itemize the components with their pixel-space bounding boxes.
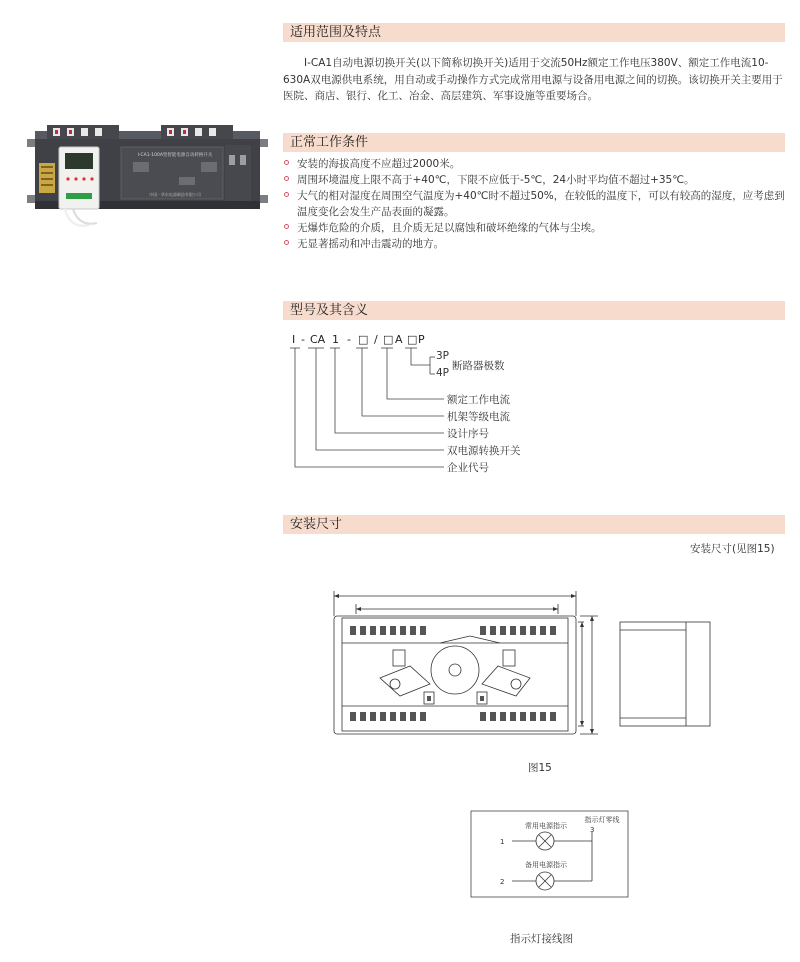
code-part: CA xyxy=(310,333,326,346)
condition-text: 安装的海拔高度不应超过2000米。 xyxy=(297,158,461,170)
code-part: □ xyxy=(383,333,394,346)
code-part: □ xyxy=(358,333,369,346)
section-title-model: 型号及其含义 xyxy=(283,301,785,320)
product-panel-text: I-CA1-100A型智能电源自动转换开关 xyxy=(137,153,213,158)
features-paragraph: I-CA1自动电源切换开关(以下简称切换开关)适用于交流50Hz额定工作电压380V、额定工作电流10-630A双电源供电系统，用自动或手动操作方式完成常用电源与设备用电源之间的切换。该切换开关主要用于医院、商店、银行、化工、冶金、高层建筑、军事设施等重要场合。 xyxy=(283,57,783,102)
condition-text: 无爆炸危险的介质，且介质无足以腐蚀和破坏绝缘的气体与尘埃。 xyxy=(297,222,602,234)
code-part: P xyxy=(418,333,425,346)
model-label-poles: 断路器极数 xyxy=(452,360,505,372)
wiring-backup-label: 备用电源指示 xyxy=(525,861,567,869)
install-caption-right: 安装尺寸(见图15) xyxy=(690,543,775,555)
figure-caption: 图15 xyxy=(528,762,552,774)
condition-text: 周围环境温度上限不高于+40℃，下限不应低于-5℃，24小时平均值不超过+35℃。 xyxy=(297,174,695,186)
wiring-main-label: 常用电源指示 xyxy=(525,822,567,830)
code-part: I xyxy=(292,333,296,346)
section-title-install: 安装尺寸 xyxy=(283,515,785,534)
code-part: 1 xyxy=(332,333,339,346)
dimension-drawing xyxy=(320,588,720,748)
code-part: - xyxy=(347,333,351,346)
product-maker-text: 中国 · 华东电器制造有限公司 xyxy=(149,192,201,197)
wiring-zero-label: 指示灯零线 xyxy=(584,816,620,824)
section-title-conditions: 正常工作条件 xyxy=(283,133,785,152)
pole-option-3p: 3P xyxy=(436,350,450,362)
section-title-features: 适用范围及特点 xyxy=(283,23,785,42)
model-label-company-code: 企业代号 xyxy=(447,462,489,474)
condition-text: 大气的相对湿度在周围空气温度为+40℃时不超过50%，在较低的温度下，可以有较高的湿度，应考虑到温度变化会发生产品表面的凝露。 xyxy=(297,190,785,218)
wiring-terminal-1: 1 xyxy=(500,838,505,846)
model-label-dual-switch: 双电源转换开关 xyxy=(447,445,521,457)
wiring-terminal-2: 2 xyxy=(500,878,505,886)
code-part: - xyxy=(301,333,305,346)
code-part: / xyxy=(374,333,378,346)
model-label-design-no: 设计序号 xyxy=(447,428,489,440)
wiring-terminal-3: 3 xyxy=(590,826,595,834)
wiring-caption: 指示灯接线图 xyxy=(510,933,573,945)
wiring-diagram xyxy=(470,810,630,900)
model-label-rated-current: 额定工作电流 xyxy=(447,394,510,406)
code-part: A xyxy=(395,333,403,346)
condition-text: 无显著摇动和冲击震动的地方。 xyxy=(297,238,444,250)
code-part: □ xyxy=(407,333,418,346)
pole-option-4p: 4P xyxy=(436,367,450,379)
model-label-frame-current: 机架等级电流 xyxy=(447,411,510,423)
